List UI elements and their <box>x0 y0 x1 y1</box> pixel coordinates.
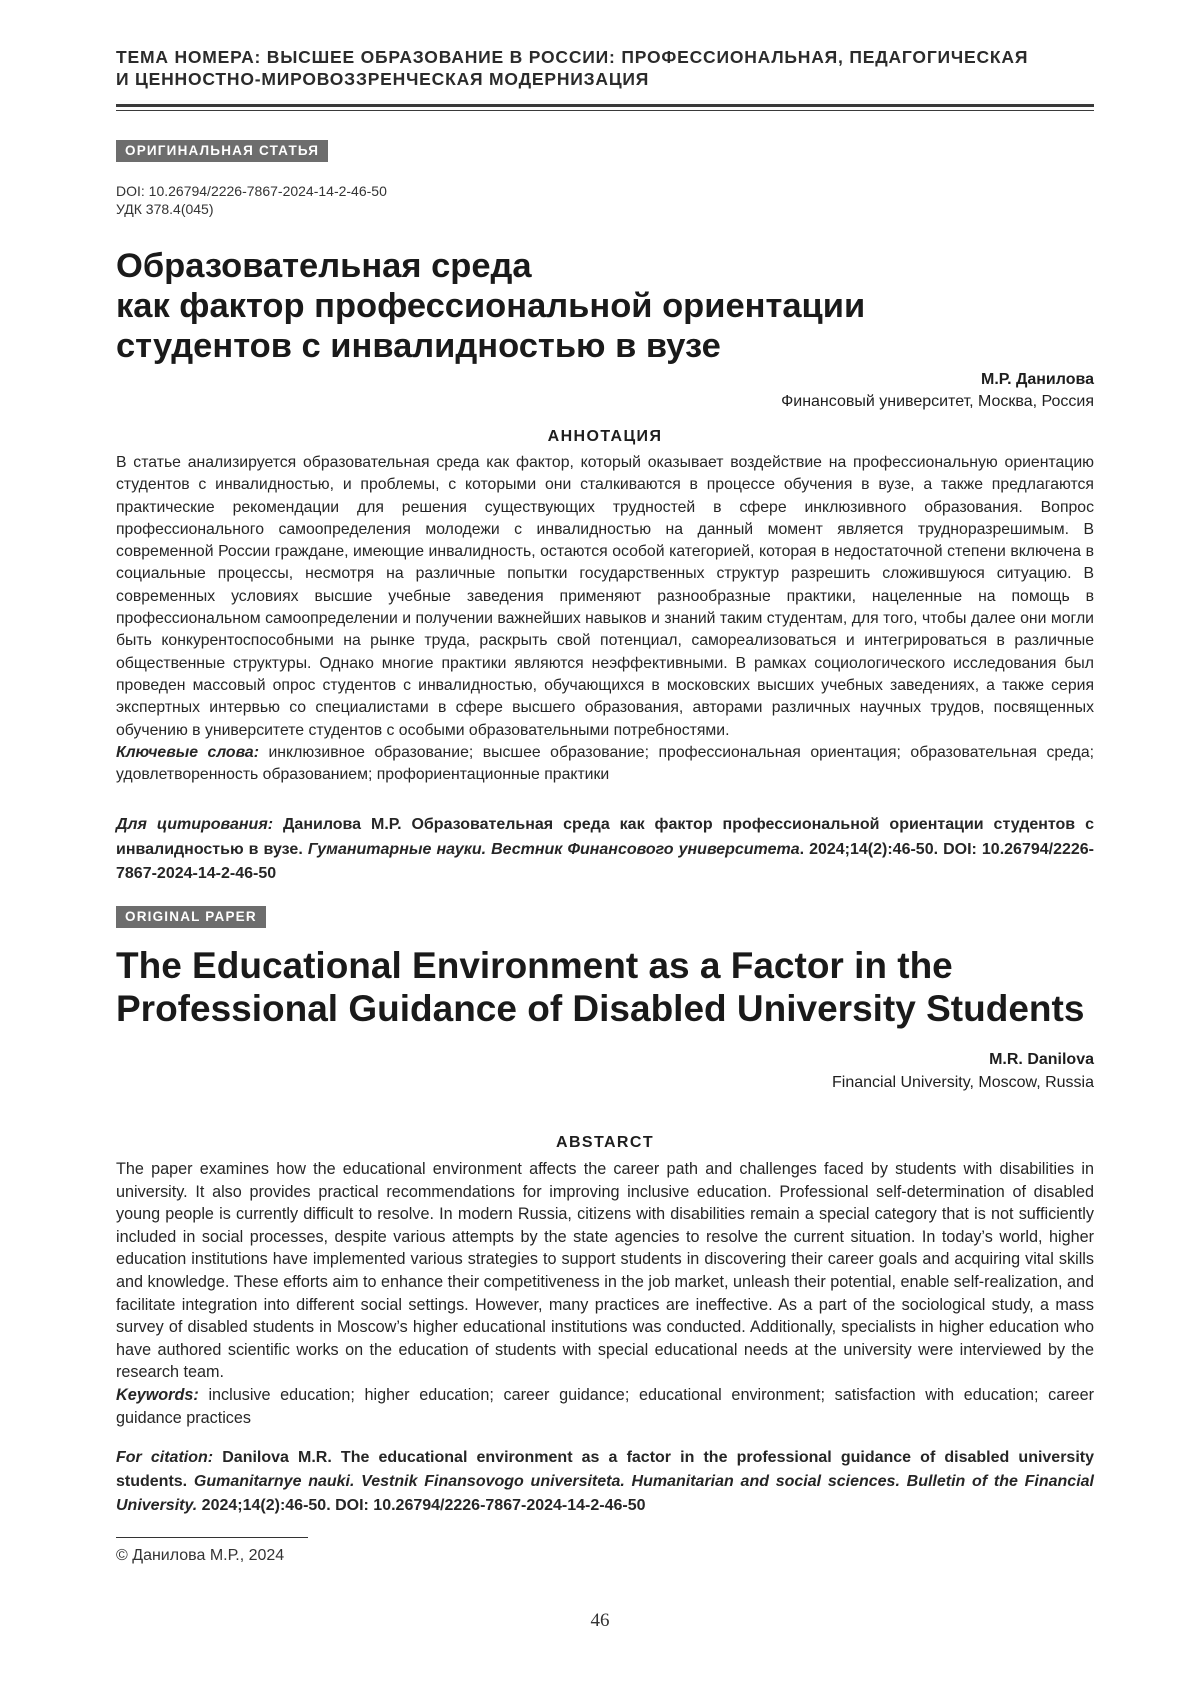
citation-main-en: Danilova M.R. The educational environment as a factor in the professional guidance of disabled university students. <box>116 1449 1094 1490</box>
article-title-ru-line: как фактор профессиональной ориентации <box>116 286 1096 326</box>
article-title-en-line: Professional Guidance of Disabled University Students <box>116 987 1096 1030</box>
affiliation-ru: Финансовый университет, Москва, Россия <box>781 392 1094 412</box>
citation-tail-en: 2024;14(2):46-50. DOI: 10.26794/2226-7867-2024-14-2-46-50 <box>202 1497 646 1514</box>
article-type-badge-en: ORIGINAL PAPER <box>116 906 266 928</box>
article-title-en-line: The Educational Environment as a Factor in the <box>116 944 1096 987</box>
abstract-ru-text: В статье анализируется образовательная среда как фактор, который оказывает воздействие на профессиональную ориентацию студентов с инвалидностью, и проблемы, с которыми они сталкиваются в процессе обучения в вузе, а также предлагаются практические рекомендации для решения существующих трудностей в сфере инклюзивного образования. Вопрос профессионального самоопределения молодежи с инвалидностью на данный момент является трудноразрешимым. В современной России граждане, имеющие инвалидность, остаются особой категорией, которая в недостаточной степени включена в социальные процессы, несмотря на различные попытки государственных структур разрешить сложившуюся ситуацию. В современных условиях высшие учебные заведения применяют разнообразные практики, нацеленные на помощь в профессиональном самоопределении и получении важнейших навыков и знаний таким студентам, для того, чтобы далее они могли быть конкурентоспособными на рынке труда, раскрыть свой потенциал, самореализоваться и интегрироваться в различные общественные структуры. Однако многие практики являются неэффективными. В рамках социологического исследования был проведен массовый опрос студентов с инвалидностью, обучающихся в московских высших учебных заведениях, а также серия экспертных интервью со специалистами в сфере высшего образования, авторами различных научных трудов, посвященных обучению в университете студентов с особыми образовательными потребностями. <box>116 454 1094 739</box>
citation-label-en: For citation: <box>116 1449 213 1466</box>
issue-theme-header <box>116 46 1096 90</box>
abstract-heading-en: ABSTARCT <box>116 1134 1094 1152</box>
author-en: M.R. Danilova <box>989 1050 1094 1070</box>
citation-journal-en: Gumanitarnye nauki. Vestnik Finansovogo universiteta. Humanitarian and social sciences. Bulletin of the Financial University. <box>116 1473 1094 1514</box>
citation-en <box>116 1446 1094 1518</box>
article-title-ru-line: Образовательная среда <box>116 246 1096 286</box>
citation-journal-ru: Гуманитарные науки. Вестник Финансового университета <box>308 841 800 858</box>
citation-label-ru: Для цитирования: <box>116 816 273 833</box>
abstract-ru <box>116 452 1094 786</box>
footnote-rule <box>116 1537 308 1538</box>
issue-theme-line-1: ТЕМА НОМЕРА: ВЫСШЕЕ ОБРАЗОВАНИЕ В РОССИИ: ПРОФЕССИОНАЛЬНАЯ, ПЕДАГОГИЧЕСКАЯ <box>116 46 1096 68</box>
keywords-label-en: Keywords: <box>116 1386 199 1404</box>
article-type-badge-ru: ОРИГИНАЛЬНАЯ СТАТЬЯ <box>116 140 328 162</box>
abstract-en <box>116 1158 1094 1429</box>
affiliation-en: Financial University, Moscow, Russia <box>832 1073 1094 1093</box>
issue-theme-line-2: И ЦЕННОСТНО-МИРОВОЗЗРЕНЧЕСКАЯ МОДЕРНИЗАЦИЯ <box>116 68 1096 90</box>
author-ru: М.Р. Данилова <box>981 370 1094 390</box>
citation-ru: Для цитирования: Данилова М.Р. Образовательная среда как фактор профессиональной ориентации студентов с инвалидностью в вузе. Гуманитарные науки. Вестник Финансового университета. 2024;14(2):46-50. DOI: 10.26794/2226-7867-2024-14-2-46-50 <box>116 813 1094 887</box>
keywords-label-ru: Ключевые слова: <box>116 744 259 761</box>
journal-page <box>0 0 1200 1697</box>
keywords-en: inclusive education; higher education; career guidance; educational environment; satisfaction with education; career guidance practices <box>116 1386 1094 1427</box>
article-title-ru <box>116 246 1096 366</box>
citation-main-ru: Данилова М.Р. Образовательная среда как фактор профессиональной ориентации студентов с инвалидностью в вузе <box>116 816 1094 858</box>
article-title-en <box>116 944 1096 1030</box>
keywords-ru: инклюзивное образование; высшее образование; профессиональная ориентация; образовательная среда; удовлетворенность образованием; профориентационные практики <box>116 744 1094 783</box>
copyright-note: © Данилова М.Р., 2024 <box>116 1546 284 1566</box>
doi-line: DOI: 10.26794/2226-7867-2024-14-2-46-50 <box>116 182 387 200</box>
header-rule-thin <box>116 110 1094 111</box>
page-number: 46 <box>0 1610 1200 1632</box>
article-title-ru-line: студентов с инвалидностью в вузе <box>116 326 1096 366</box>
header-rule-thick <box>116 104 1094 107</box>
citation-tail-ru: . 2024;14(2):46-50. DOI: 10.26794/2226-7867-2024-14-2-46-50 <box>116 841 1094 883</box>
udk-line: УДК 378.4(045) <box>116 200 214 218</box>
abstract-heading-ru: АННОТАЦИЯ <box>116 428 1094 446</box>
abstract-en-text: The paper examines how the educational environment affects the career path and challenges faced by students with disabilities in university. It also provides practical recommendations for improving inclusive education. Professional self-determination of disabled young people is currently difficult to resolve. In modern Russia, citizens with disabilities remain a special category that is not sufficiently included in social processes, despite various attempts by the state agencies to resolve the current situation. In today’s world, higher education institutions have implemented various strategies to support students in discovering their career goals and acquiring vital skills and knowledge. These efforts aim to enhance their competitiveness in the job market, unleash their potential, enable self-realization, and facilitate integration into different social settings. However, many practices are ineffective. As a part of the sociological study, a mass survey of disabled students in Moscow’s higher educational institutions was conducted. Additionally, specialists in higher education who have authored scientific works on the education of students with special educational needs at the university were interviewed by the research team. <box>116 1160 1094 1381</box>
